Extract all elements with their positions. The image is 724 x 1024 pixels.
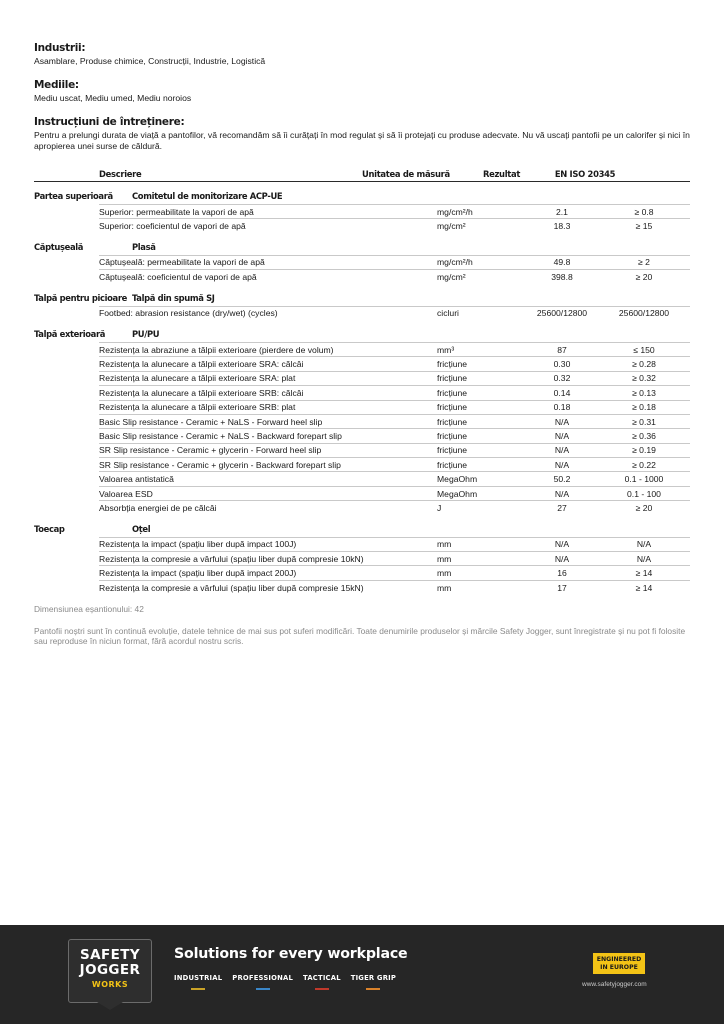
cell-description: Rezistența la alunecare a tălpii exterioare SRB: plat [99,402,296,413]
table-row [99,342,690,356]
cell-unit: mg/cm²/h [437,206,473,217]
table-row [99,218,690,232]
cell-description: Superior: coeficientul de vapori de apă [99,221,246,232]
table-row [99,371,690,385]
group-material: Plasă [132,241,156,252]
cell-description: Rezistența la alunecare a tălpii exterioare SRA: călcâi [99,359,304,370]
cell-description: Rezistența la compresie a vârfului (spațiu liber după compresie 15kN) [99,582,364,593]
group-title [34,239,690,255]
cell-result: N/A [554,488,570,499]
table-row [99,471,690,485]
cell-result: N/A [554,416,570,427]
footer [0,925,724,1024]
safety-jogger-logo [68,939,152,1003]
table-row [99,500,690,514]
cell-unit: mm [437,582,452,593]
cell-standard: ≥ 20 [635,271,653,282]
cell-description: Rezistența la abraziune a tălpii exterioare (pierdere de volum) [99,344,334,355]
cell-description: Absorbția energiei de pe călcâi [99,502,217,513]
cell-result: 398.8 [551,271,573,282]
cell-unit: mm [437,568,452,579]
table-row [99,356,690,370]
cell-standard: N/A [636,553,652,564]
cell-result: N/A [554,539,570,550]
cell-unit: J [437,502,442,513]
table-row [99,565,690,579]
cell-unit: mg/cm² [437,271,466,282]
cell-description: SR Slip resistance - Ceramic + glycerin - Backward forepart slip [99,459,341,470]
cell-standard: ≥ 0.13 [632,387,656,398]
care-text: Pentru a prelungi durata de viață a pantofilor, vă recomandăm să îi curățați în mod regulat și să îi protejați cu produse adecvate. Nu vă uscați pantofii pe un calorifer și nici în apropierea unei surse de căldură. [34,130,690,151]
cell-description: Rezistența la compresie a vârfului (spațiu liber după compresie 10kN) [99,553,364,564]
spec-groups [34,188,690,594]
cell-unit: fricțiune [437,402,468,413]
care-title: Instrucțiuni de întreținere: [34,116,185,128]
cell-result: N/A [554,430,570,441]
environments-title: Mediile: [34,79,79,91]
table-row [99,385,690,399]
table-row [99,428,690,442]
category-label: INDUSTRIAL [174,974,223,982]
cell-result: 50.2 [553,474,571,485]
engineered-in-europe-badge: ENGINEERED IN EUROPE [593,953,645,974]
header-result: Rezultat [482,169,521,179]
industries-text: Asamblare, Produse chimice, Construcții, Industrie, Logistică [34,56,266,66]
cell-standard: ≥ 14 [635,568,653,579]
industries-title: Industrii: [34,42,86,54]
cell-standard: ≥ 0.36 [632,430,656,441]
category-underline [315,988,329,990]
table-row [99,269,690,283]
group-material: PU/PU [132,328,160,339]
cell-unit: fricțiune [437,459,468,470]
cell-unit: mm³ [437,344,455,355]
cell-description: Valoarea antistatică [99,474,174,485]
tagline: Solutions for every workplace [174,946,408,962]
category-item[interactable] [232,974,293,990]
cell-description: Basic Slip resistance - Ceramic + NaLS - Forward heel slip [99,416,323,427]
category-list [174,974,406,990]
cell-result: 0.14 [553,387,571,398]
cell-standard: ≥ 0.22 [632,459,656,470]
cell-standard: N/A [636,539,652,550]
cell-description: Superior: permeabilitate la vapori de apă [99,206,254,217]
category-item[interactable] [351,974,396,990]
table-row [99,400,690,414]
cell-standard: ≥ 20 [635,502,653,513]
group-title [34,326,690,342]
spec-group [34,521,690,595]
group-title [34,290,690,306]
table-row [99,580,690,594]
category-item[interactable] [303,974,341,990]
cell-result: N/A [554,553,570,564]
group-material: Talpă din spumă SJ [132,292,215,303]
cell-standard: ≤ 150 [633,344,655,355]
cell-description: Rezistența la impact (spațiu liber după impact 100J) [99,539,297,550]
spec-group [34,290,690,320]
logo-line3: WORKS [91,980,129,989]
cell-standard: ≥ 0.28 [632,359,656,370]
cell-standard: ≥ 0.32 [632,373,656,384]
cell-result: N/A [554,459,570,470]
cell-result: 18.3 [553,221,571,232]
cell-unit: fricțiune [437,430,468,441]
cell-result: 16 [557,568,567,579]
cell-unit: cicluri [437,308,459,319]
group-material: Comitetul de monitorizare ACP-UE [132,191,283,201]
cell-result: 0.30 [553,359,571,370]
cell-unit: fricțiune [437,445,468,456]
cell-description: Căptușeală: permeabilitate la vapori de apă [99,257,265,268]
category-item[interactable] [174,974,222,990]
category-underline [256,988,270,990]
sample-size: Dimensiunea eșantionului: 42 [34,604,144,615]
website-link[interactable]: www.safetyjogger.com [582,981,647,988]
table-row [99,443,690,457]
group-title [34,188,690,204]
logo-line2: JOGGER [79,962,141,978]
cell-result: 27 [557,502,567,513]
group-material: Oțel [132,523,151,534]
cell-unit: mm [437,539,452,550]
spec-group [34,188,690,233]
table-row [99,306,690,320]
cell-standard: ≥ 15 [635,221,653,232]
cell-description: SR Slip resistance - Ceramic + glycerin - Forward heel slip [99,445,322,456]
cell-unit: fricțiune [437,359,468,370]
header-description: Descriere [99,169,142,179]
category-label: TACTICAL [303,974,341,982]
cell-result: N/A [554,445,570,456]
table-row [99,457,690,471]
group-title [34,521,690,537]
group-component: Toecap [34,523,65,534]
cell-result: 0.32 [553,373,571,384]
cell-description: Valoarea ESD [99,488,153,499]
cell-standard: ≥ 0.8 [634,206,654,217]
disclaimer: Pantofii noștri sunt în continuă evoluție, datele tehnice de mai sus pot suferi modificări. Toate denumirile produselor și mărcile Safety Jogger, sunt înregistrate și nu pot fi folosite sau reproduse în niciun format, fără acordul nostru scris. [34,626,686,647]
cell-standard: ≥ 0.31 [632,416,656,427]
cell-unit: MegaOhm [437,488,478,499]
group-component: Partea superioară [34,191,113,201]
cell-standard: 25600/12800 [618,308,670,319]
group-component: Căptușeală [34,241,84,252]
cell-unit: fricțiune [437,373,468,384]
cell-standard: ≥ 14 [635,582,653,593]
table-row [99,537,690,551]
group-component: Talpă exterioară [34,328,106,339]
table-row [99,255,690,269]
spec-group [34,239,690,284]
cell-description: Footbed: abrasion resistance (dry/wet) (cycles) [99,308,278,319]
cell-unit: fricțiune [437,416,468,427]
category-label: TIGER GRIP [350,974,397,982]
cell-description: Căptușeală: coeficientul de vapori de apă [99,271,257,282]
group-component: Talpă pentru picioare [34,292,127,303]
cell-standard: ≥ 0.19 [632,445,656,456]
cell-result: 49.8 [553,257,571,268]
cell-standard: 0.1 - 1000 [624,474,664,485]
cell-result: 0.18 [553,402,571,413]
cell-unit: mg/cm² [437,221,466,232]
cell-description: Basic Slip resistance - Ceramic + NaLS - Backward forepart slip [99,430,342,441]
cell-result: 87 [557,344,567,355]
cell-standard: ≥ 0.18 [632,402,656,413]
category-label: PROFESSIONAL [232,974,294,982]
cell-unit: MegaOhm [437,474,478,485]
category-underline [191,988,205,990]
table-row [99,486,690,500]
spec-table-header [34,167,690,182]
cell-unit: fricțiune [437,387,468,398]
logo-line1: SAFETY [80,947,140,963]
cell-description: Rezistența la alunecare a tălpii exterioare SRA: plat [99,373,296,384]
spec-table [34,167,690,594]
cell-description: Rezistența la impact (spațiu liber după impact 200J) [99,568,297,579]
cell-unit: mg/cm²/h [437,257,473,268]
table-row [99,551,690,565]
header-unit: Unitatea de măsură [362,169,450,179]
header-standard: EN ISO 20345 [554,169,616,179]
cell-standard: ≥ 2 [638,257,650,268]
spec-group [34,326,690,515]
table-row [99,414,690,428]
cell-unit: mm [437,553,452,564]
category-underline [366,988,380,990]
table-row [99,204,690,218]
environments-text: Mediu uscat, Mediu umed, Mediu noroios [34,93,192,103]
cell-result: 25600/12800 [536,308,588,319]
cell-result: 17 [557,582,567,593]
cell-standard: 0.1 - 100 [627,488,661,499]
cell-description: Rezistența la alunecare a tălpii exterioare SRB: călcâi [99,387,304,398]
cell-result: 2.1 [556,206,568,217]
document-body [34,42,690,646]
